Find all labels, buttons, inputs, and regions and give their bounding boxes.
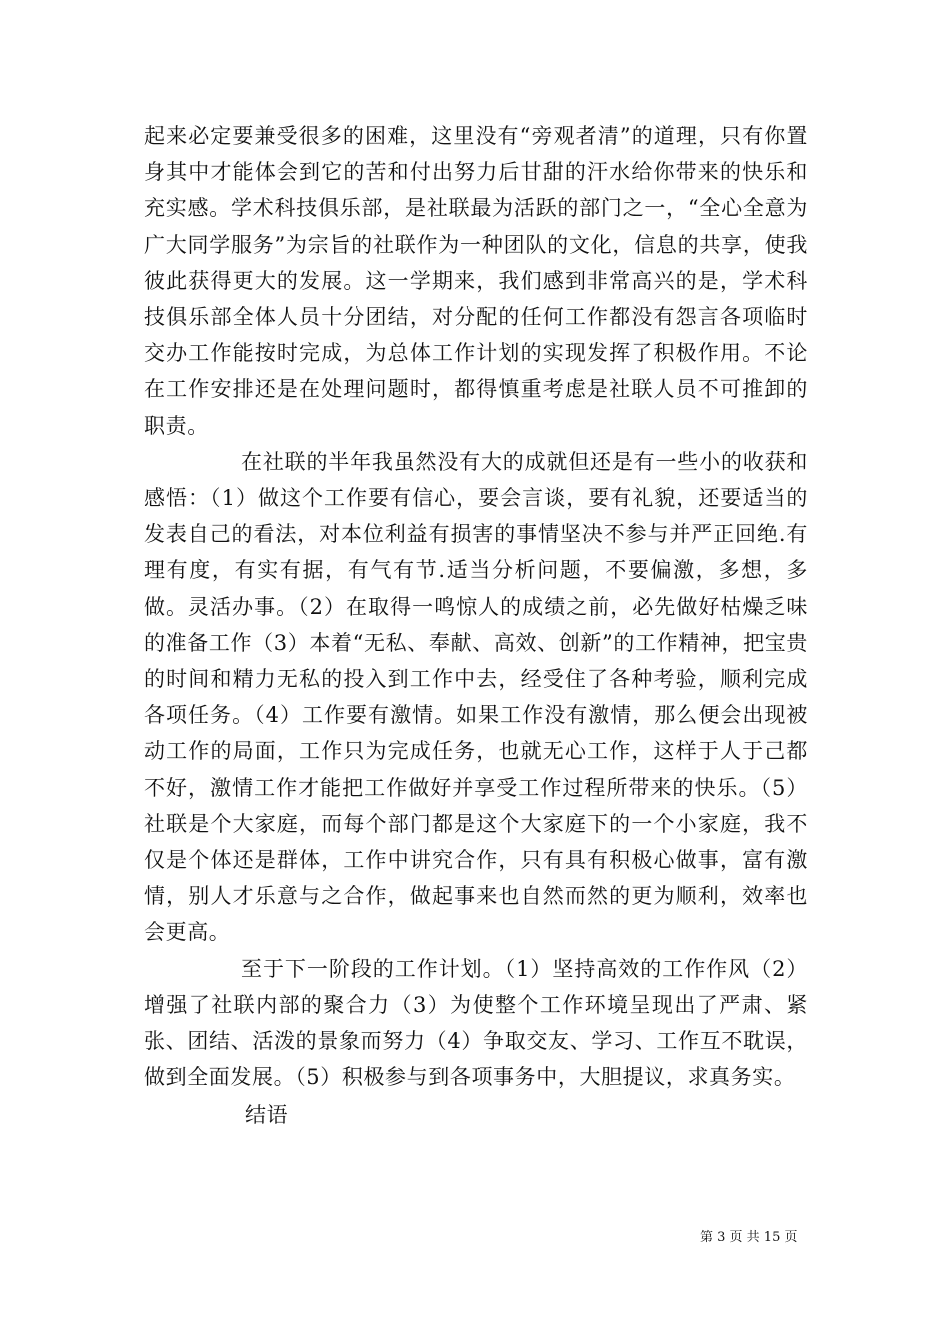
paragraph-2: 在社联的半年我虽然没有大的成就但还是有一些小的收获和感悟：（1）做这个工作要有信心，要会言谈，要有礼貌，还要适当的发表自己的看法，对本位利益有损害的事情坚决不参与并严正回绝.有理有度，有实有据，有气有节.适当分析问题，不要偏激，多想，多做。灵活办事。（2）在取得一鸣惊人的成绩之前，必先做好枯燥乏味的准备工作（3）本着“无私、奉献、高效、创新”的工作精神，把宝贵的时间和精力无私的投入到工作中去，经受住了各种考验，顺利完成各项任务。（4）工作要有激情。如果工作没有激情，那么便会出现被动工作的局面，工作只为完成任务，也就无心工作，这样于人于己都不好，激情工作才能把工作做好并享受工作过程所带来的快乐。（5）社联是个大家庭，而每个部门都是这个大家庭下的一个小家庭，我不仅是个体还是群体，工作中讲究合作，只有具有积极心做事，富有激情，别人才乐意与之合作，做起事来也自然而然的更为顺利，效率也会更高。: [144, 449, 808, 945]
document-body: [144, 118, 808, 1135]
closing-heading: 结语: [245, 1103, 289, 1128]
paragraph-1: 起来必定要兼受很多的困难，这里没有“旁观者清”的道理，只有你置身其中才能体会到它的苦和付出努力后甘甜的汗水给你带来的快乐和充实感。学术科技俱乐部，是社联最为活跃的部门之一，“全心全意为广大同学服务”为宗旨的社联作为一种团队的文化，信息的共享，使我彼此获得更大的发展。这一学期来，我们感到非常高兴的是，学术科技俱乐部全体人员十分团结，对分配的任何工作都没有怨言各项临时交办工作能按时完成，为总体工作计划的实现发挥了积极作用。不论在工作安排还是在处理问题时，都得慎重考虑是社联人员不可推卸的职责。: [144, 124, 808, 438]
paragraph-3: 至于下一阶段的工作计划。（1）坚持高效的工作作风（2）增强了社联内部的聚合力（3）为使整个工作环境呈现出了严肃、紧张、团结、活泼的景象而努力（4）争取交友、学习、工作互不耽误，做到全面发展。（5）积极参与到各项事务中，大胆提议，求真务实。: [144, 956, 808, 1090]
page-number-footer: 第 3 页 共 15 页: [700, 1230, 798, 1245]
